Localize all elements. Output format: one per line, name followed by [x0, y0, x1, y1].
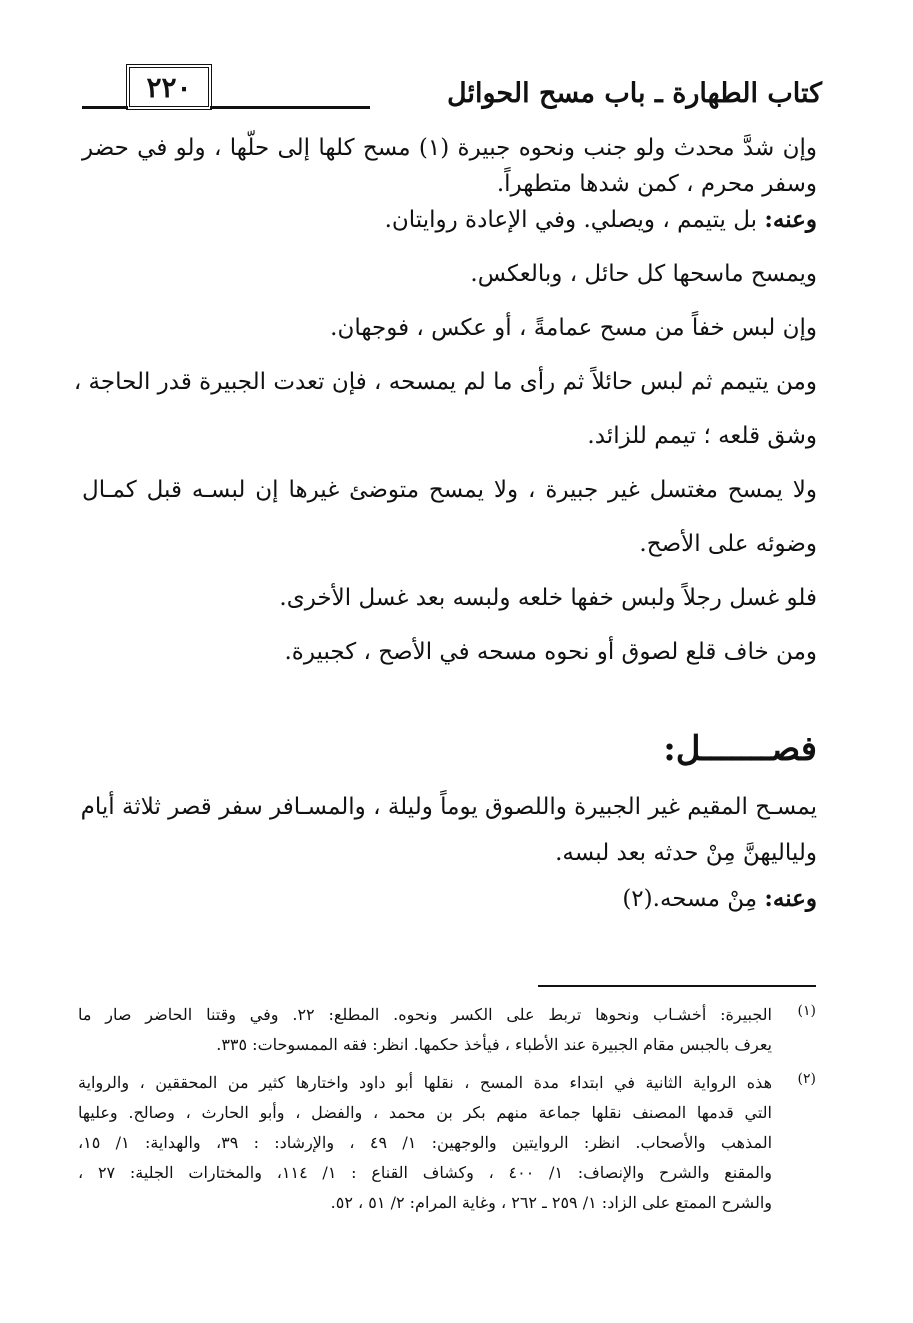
footnote — [78, 1068, 816, 1218]
text-line: وسفر محرم ، كمن شدها متطهراً. — [496, 171, 817, 197]
page-number-box — [126, 64, 212, 110]
line-text: مِنْ مسحه.(٢) — [622, 886, 765, 912]
header-rule-left — [82, 106, 128, 109]
header-title: كتاب الطهارة ـ باب مسح الحوائل — [447, 78, 822, 109]
text-line: ويمسح ماسحها كل حائل ، وبالعكس. — [470, 261, 817, 287]
page-number: ٢٢٠ — [146, 70, 192, 104]
text-line — [82, 876, 817, 922]
main-text — [73, 130, 817, 922]
text-line: وضوئه على الأصح. — [639, 531, 817, 557]
footnote-number: (٢) — [797, 1071, 816, 1087]
text-line: ولياليهنَّ مِنْ حدثه بعد لبسه. — [555, 840, 817, 866]
running-header — [82, 60, 822, 122]
footnote-line: الجبيرة: أخشـاب ونحوها تربط على الكسر ونحوه. المطلع: ٢٢. وفي وقتنا الحاضر صار ما — [78, 1005, 773, 1024]
line-text: بل يتيمم ، ويصلي. وفي الإعادة روايتان. — [384, 207, 765, 233]
text-line: يمسـح المقيم غير الجبيرة واللصوق يوماً وليلة ، والمسـافر سفر قصر ثلاثة أيام — [80, 794, 817, 820]
text-line: وإن لبس خفاً من مسح عمامةً ، أو عكس ، فوجهان. — [330, 315, 817, 341]
text-line: ولا يمسح مغتسل غير جبيرة ، ولا يمسح متوضئ غيرها إن لبسـه قبل كمـال — [82, 477, 817, 503]
footnote-line: يعرف بالجبس مقام الجبيرة عند الأطباء ، فيأخذ حكمها. انظر: فقه الممسوحات: ٣٣٥. — [216, 1035, 772, 1054]
footnotes — [78, 1000, 816, 1218]
text-line: وإن شدَّ محدث ولو جنب ونحوه جبيرة (١) مسح كلها إلى حلّها ، ولو في حضر — [82, 135, 817, 161]
footnote-separator — [538, 985, 816, 987]
footnote-number: (١) — [797, 1003, 816, 1019]
lead-word: وعنه: — [764, 206, 817, 233]
lead-word: وعنه: — [764, 885, 817, 912]
section-heading: فصـــــــل: — [663, 729, 817, 769]
footnote-line: هذه الرواية الثانية في ابتداء مدة المسح ، نقلها أبو داود واختارها كثير من المحققين ، والرواية — [78, 1073, 772, 1092]
text-line: ومن خاف قلع لصوق أو نحوه مسحه في الأصح ، كجبيرة. — [284, 639, 817, 665]
footnote — [78, 1000, 816, 1060]
footnote-line: والمقنع والشرح والإنصاف: ١/ ٤٠٠ ، وكشاف القناع : ١/ ١١٤، والمختارات الجلية: ٢٧ ، — [78, 1163, 772, 1182]
header-rule-middle — [210, 106, 370, 109]
text-line: فلو غسل رجلاً ولبس خفها خلعه ولبسه بعد غسل الأخرى. — [279, 585, 817, 611]
text-line: وشق قلعه ؛ تيمم للزائد. — [587, 423, 817, 449]
text-line — [82, 202, 817, 238]
footnote-line: المذهب والأصحاب. انظر: الروايتين والوجهين: ١/ ٤٩ ، والإرشاد: : ٣٩، والهداية: ١/ ١٥، — [78, 1133, 773, 1152]
text-line: ومن يتيمم ثم لبس حائلاً ثم رأى ما لم يمسحه ، فإن تعدت الجبيرة قدر الحاجة ، — [73, 369, 817, 395]
footnote-line: التي قدمها المصنف نقلها جماعة منهم بكر بن محمد ، والفضل ، وأبو الحارث ، وصالح. وعليها — [78, 1103, 772, 1122]
footnote-line: والشرح الممتع على الزاد: ١/ ٢٥٩ ـ ٢٦٢ ، وغاية المرام: ٢/ ٥١ ، ٥٢. — [330, 1193, 772, 1212]
